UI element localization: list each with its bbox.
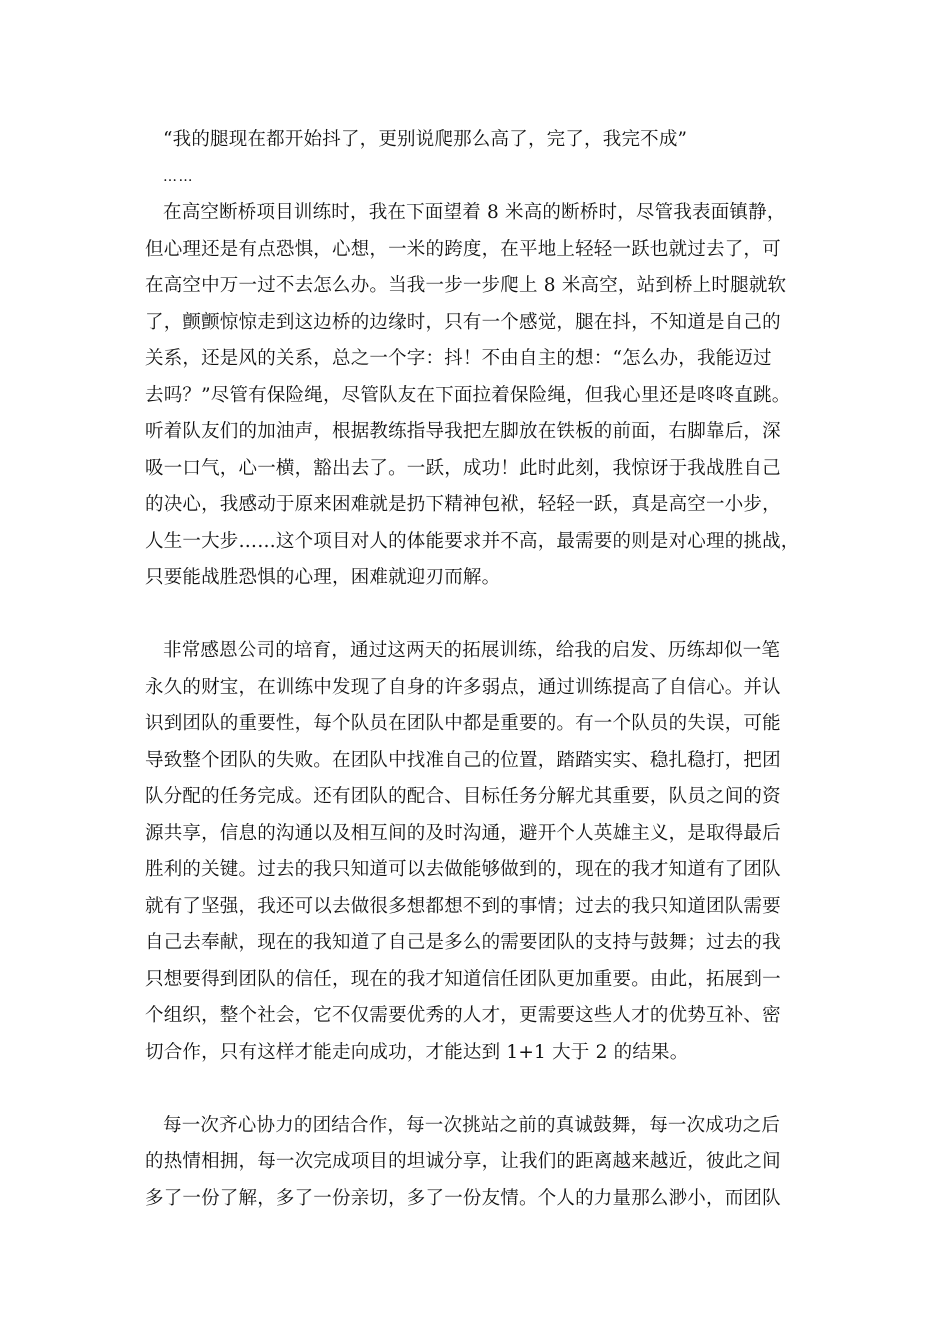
text-line: 队分配的任务完成。还有团队的配合、目标任务分解尤其重要，队员之间的资 (145, 786, 781, 807)
text-line: 导致整个团队的失败。在团队中找准自己的位置，踏踏实实、稳扎稳打，把团 (145, 749, 781, 771)
paragraph-team-importance (145, 633, 815, 1071)
text-line: 只想要得到团队的信任，现在的我才知道信任团队更加重要。由此，拓展到一 (145, 968, 781, 990)
document-body (145, 122, 815, 1217)
text-line: 永久的财宝，在训练中发现了自身的许多弱点，通过训练提高了自信心。并认 (145, 676, 781, 698)
text-line: 吸一口气，心一横，豁出去了。一跃，成功！此时此刻，我惊讶于我战胜自己 (145, 457, 781, 479)
text-line: 就有了坚强，我还可以去做很多想都想不到的事情；过去的我只知道团队需要 (145, 895, 781, 917)
text-line: 的热情相拥，每一次完成项目的坦诚分享，让我们的距离越来越近，彼此之间 (145, 1151, 781, 1172)
quote-line: “我的腿现在都开始抖了，更别说爬那么高了，完了，我完不成” (163, 129, 688, 150)
text-line: 关系，还是风的关系，总之一个字：抖！不由自主的想：“怎么办，我能迈过 (145, 348, 772, 369)
text-line: 的决心，我感动于原来困难就是扔下精神包袱，轻轻一跃，真是高空一小步， (145, 494, 781, 515)
text-line: 人生一大步……这个项目对人的体能要求并不高，最需要的则是对心理的挑战， (145, 530, 800, 552)
text-line: 非常感恩公司的培育，通过这两天的拓展训练，给我的启发、历练却似一笔 (163, 640, 781, 661)
paragraph-gap (145, 1071, 815, 1108)
text-line: 识到团队的重要性，每个队员在团队中都是重要的。有一个队员的失误，可能 (145, 713, 781, 734)
text-line: 在高空中万一过不去怎么办。当我一步一步爬上 8 米高空，站到桥上时腿就软 (145, 275, 787, 296)
text-line: 每一次齐心协力的团结合作，每一次挑站之前的真诚鼓舞，每一次成功之后 (163, 1114, 781, 1136)
paragraph-bridge-training (145, 195, 815, 597)
text-line: 源共享，信息的沟通以及相互间的及时沟通，避开个人英雄主义，是取得最后 (145, 822, 781, 844)
ellipsis-line: …… (163, 168, 194, 185)
text-line: 只要能战胜恐惧的心理，困难就迎刃而解。 (145, 567, 501, 588)
text-line: 多了一份了解，多了一份亲切，多了一份友情。个人的力量那么渺小，而团队 (145, 1187, 781, 1209)
text-line: 去吗？”尽管有保险绳，尽管队友在下面拉着保险绳，但我心里还是咚咚直跳。 (145, 384, 791, 406)
text-line: 在高空断桥项目训练时，我在下面望着 8 米高的断桥时，尽管我表面镇静， (163, 202, 786, 223)
paragraph-gap (145, 597, 815, 634)
text-line: 了，颤颤惊惊走到这边桥的边缘时，只有一个感觉，腿在抖，不知道是自己的 (145, 311, 781, 333)
paragraph-teamwork (145, 1108, 815, 1218)
text-line: 自己去奉献，现在的我知道了自己是多么的需要团队的支持与鼓舞；过去的我 (145, 932, 781, 953)
text-line: 但心理还是有点恐惧，心想，一米的跨度，在平地上轻轻一跃也就过去了，可 (145, 238, 781, 260)
text-line: 胜利的关键。过去的我只知道可以去做能够做到的，现在的我才知道有了团队 (145, 859, 781, 880)
text-line: 个组织，整个社会，它不仅需要优秀的人才，更需要这些人才的优势互补、密 (145, 1005, 781, 1026)
text-line: 切合作，只有这样才能走向成功，才能达到 1+1 大于 2 的结果。 (145, 1041, 689, 1063)
text-line: 听着队友们的加油声，根据教练指导我把左脚放在铁板的前面，右脚靠后，深 (145, 421, 781, 442)
